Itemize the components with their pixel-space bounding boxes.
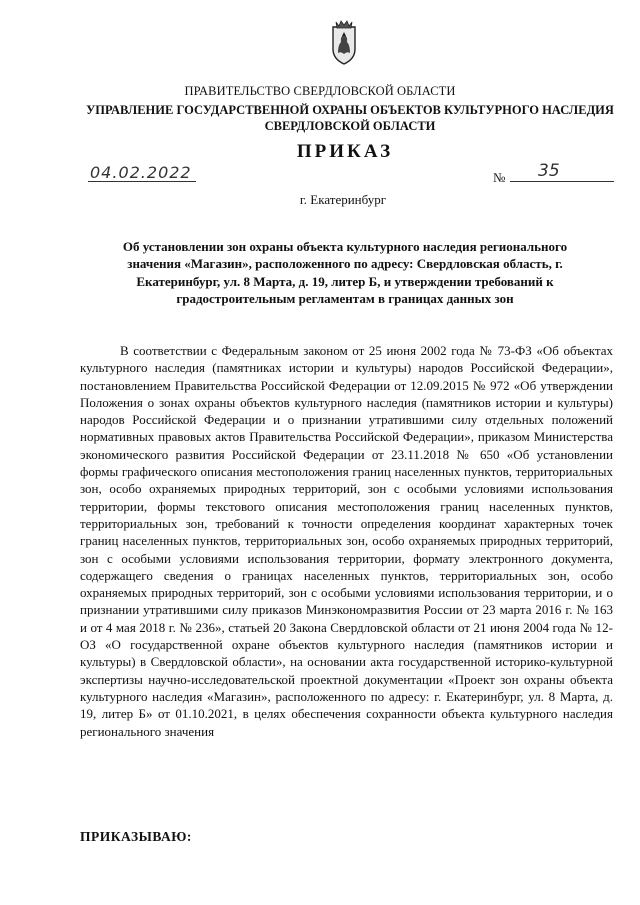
body-paragraph: В соответствии с Федеральным законом от 25 июня 2002 года № 73-ФЗ «Об объектах культурного наследия (памятниках истории и культуры) народов Российской Федерации», постановлением Правительства Российской Федерации от 12.09.2015 № 972 «Об утверждении Положения о зонах охраны объектов культурного наследия (памятников истории и культуры) народов Российской Федерации и о признании утратившими силу отдельных положений нормативных правовых актов Правительства Российской Федерации», приказом Министерства экономического развития Российской Федерации от 23.11.2018 № 650 «Об установлении формы графического описания местоположения границ населенных пунктов, территориальных зон, особо охраняемых природных территорий, зон с особыми условиями использования территории, формы текстового описания местоположения границ населенных пунктов, территориальных зон, требований к точности определения координат характерных точек границ населенных пунктов, территориальных зон, особо охраняемых природных территорий, зон с особыми условиями использования территории, формату электронного документа, содержащего сведения о границах населенных пунктов, территориальных зон, особо охраняемых природных территорий, зон с особыми условиями использования территории, и о признании утратившими силу приказов Минэкономразвития России от 23 марта 2016 г. № 163 и от 4 мая 2018 г. № 236», статьей 20 Закона Свердловской области от 21 июня 2004 года № 12-ОЗ «О государственной охране объектов культурного наследия (памятников истории и культуры) в Свердловской области», на основании акта государственной историко-культурной экспертизы научно-исследовательской проектной документации «Проект зон охраны объекта культурного наследия «Магазин», расположенного по адресу: г. Екатеринбург, ул. 8 Марта, д. 19, литер Б» от 01.10.2021, в целях обеспечения сохранности объекта культурного наследия регионального значения	[80, 343, 613, 739]
coat-of-arms-icon	[327, 18, 361, 66]
document-type: ПРИКАЗ	[296, 141, 394, 162]
document-title: Об установлении зон охраны объекта культурного наследия регионального значения «Магазин», расположенного по адресу: Свердловская область, г. Екатеринбург, ул. 8 Марта, д. 19, литер Б, и утверждении требований к градостроительным регламентам в границах данных зон	[122, 239, 568, 307]
document-number: 35	[538, 161, 560, 181]
issue-city: г. Екатеринбург	[299, 192, 387, 207]
number-underline	[510, 181, 614, 182]
order-word: ПРИКАЗЫВАЮ:	[80, 829, 192, 844]
number-label: №	[493, 170, 506, 185]
department-name: УПРАВЛЕНИЕ ГОСУДАРСТВЕННОЙ ОХРАНЫ ОБЪЕКТОВ КУЛЬТУРНОГО НАСЛЕДИЯ СВЕРДЛОВСКОЙ ОБЛАСТИ	[86, 103, 614, 133]
government-name: ПРАВИТЕЛЬСТВО СВЕРДЛОВСКОЙ ОБЛАСТИ	[184, 84, 456, 98]
document-date: 04.02.2022	[90, 163, 192, 182]
date-underline	[88, 181, 196, 182]
